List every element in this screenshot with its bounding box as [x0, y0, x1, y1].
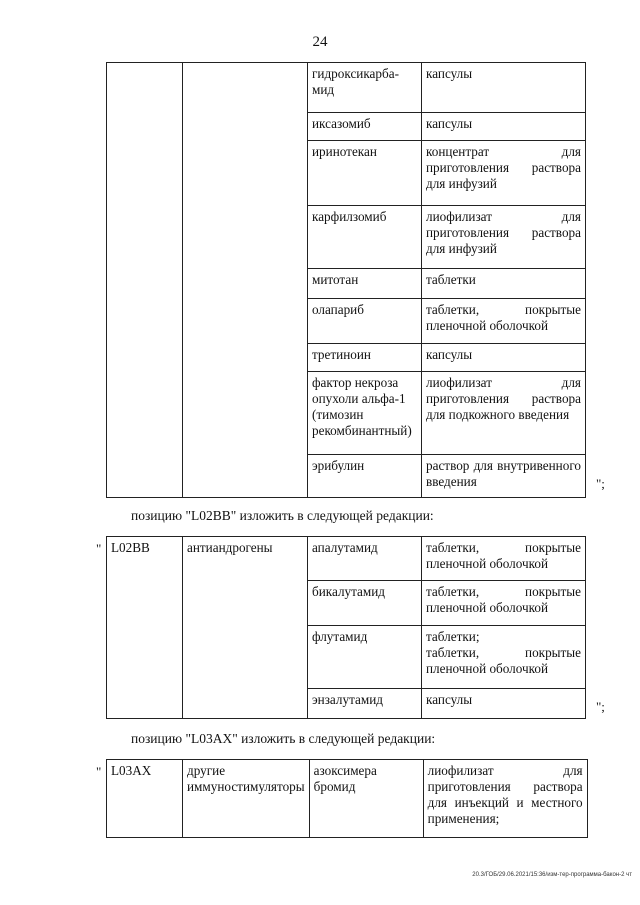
page-number: 24	[312, 34, 328, 50]
drug-name-cell: олапариб	[308, 299, 422, 344]
table-row	[107, 760, 588, 838]
drug-name-cell: карфилзомиб	[308, 206, 422, 269]
dosage-form-cell: таблетки, покрытые пленочной оболочкой	[422, 581, 586, 626]
group-cell: антиандрогены	[183, 537, 308, 719]
code-cell: L02BB	[107, 537, 183, 719]
dosage-form-line: таблетки, покрытые пленочной оболочкой	[426, 645, 581, 676]
drug-name-cell: эрибулин	[308, 455, 422, 498]
code-cell	[107, 63, 183, 498]
closing-quote-2: ";	[596, 699, 605, 714]
drug-name-cell: иксазомиб	[308, 113, 422, 141]
dosage-form-line: таблетки;	[426, 629, 480, 644]
dosage-form-cell: капсулы	[422, 63, 586, 113]
code-cell: L03AX	[107, 760, 183, 838]
drug-name-cell: азоксимера бромид	[309, 760, 423, 838]
dosage-form-cell	[422, 626, 586, 689]
table-row	[107, 63, 586, 113]
drug-table-l02bb	[106, 536, 586, 719]
drug-table-l03ax	[106, 759, 588, 838]
drug-name-cell: фактор некроза опухоли альфа-1 (тимозин рекомбинантный)	[308, 372, 422, 455]
dosage-form-cell: капсулы	[422, 689, 586, 719]
dosage-form-cell: лиофилизат для приготовления раствора для подкожного введения	[422, 372, 586, 455]
drug-name-cell: апалутамид	[308, 537, 422, 581]
dosage-form-cell: раствор для внутривенного введения	[422, 455, 586, 498]
dosage-form-cell: капсулы	[422, 113, 586, 141]
drug-name-cell: энзалутамид	[308, 689, 422, 719]
drug-name-cell: гидроксикарба-мид	[308, 63, 422, 113]
dosage-form-cell: таблетки, покрытые пленочной оболочкой	[422, 299, 586, 344]
drug-table-continuation	[106, 62, 586, 498]
drug-name-cell: флутамид	[308, 626, 422, 689]
dosage-form-cell: концентрат для приготовления раствора для инфузий	[422, 141, 586, 206]
group-cell	[183, 63, 308, 498]
dosage-form-cell: лиофилизат для приготовления раствора для инъекций и местного применения;	[423, 760, 587, 838]
dosage-form-cell: капсулы	[422, 344, 586, 372]
drug-name-cell: иринотекан	[308, 141, 422, 206]
drug-name-cell: третиноин	[308, 344, 422, 372]
document-footer: 20.3/ГОБ/29.06.2021/15:36/изм-тер-программа-бакон-2 чт	[472, 872, 632, 878]
opening-quote-2: "	[96, 541, 102, 556]
table-row	[107, 537, 586, 581]
group-cell: другие иммуностимуляторы	[183, 760, 310, 838]
paragraph-l02bb: позицию "L02BB" изложить в следующей редакции:	[131, 508, 434, 523]
dosage-form-cell: таблетки	[422, 269, 586, 299]
closing-quote-1: ";	[596, 476, 605, 491]
drug-name-cell: митотан	[308, 269, 422, 299]
opening-quote-3: "	[96, 764, 102, 779]
paragraph-l03ax: позицию "L03AX" изложить в следующей редакции:	[131, 731, 436, 746]
drug-name-cell: бикалутамид	[308, 581, 422, 626]
dosage-form-cell: лиофилизат для приготовления раствора для инфузий	[422, 206, 586, 269]
dosage-form-cell: таблетки, покрытые пленочной оболочкой	[422, 537, 586, 581]
